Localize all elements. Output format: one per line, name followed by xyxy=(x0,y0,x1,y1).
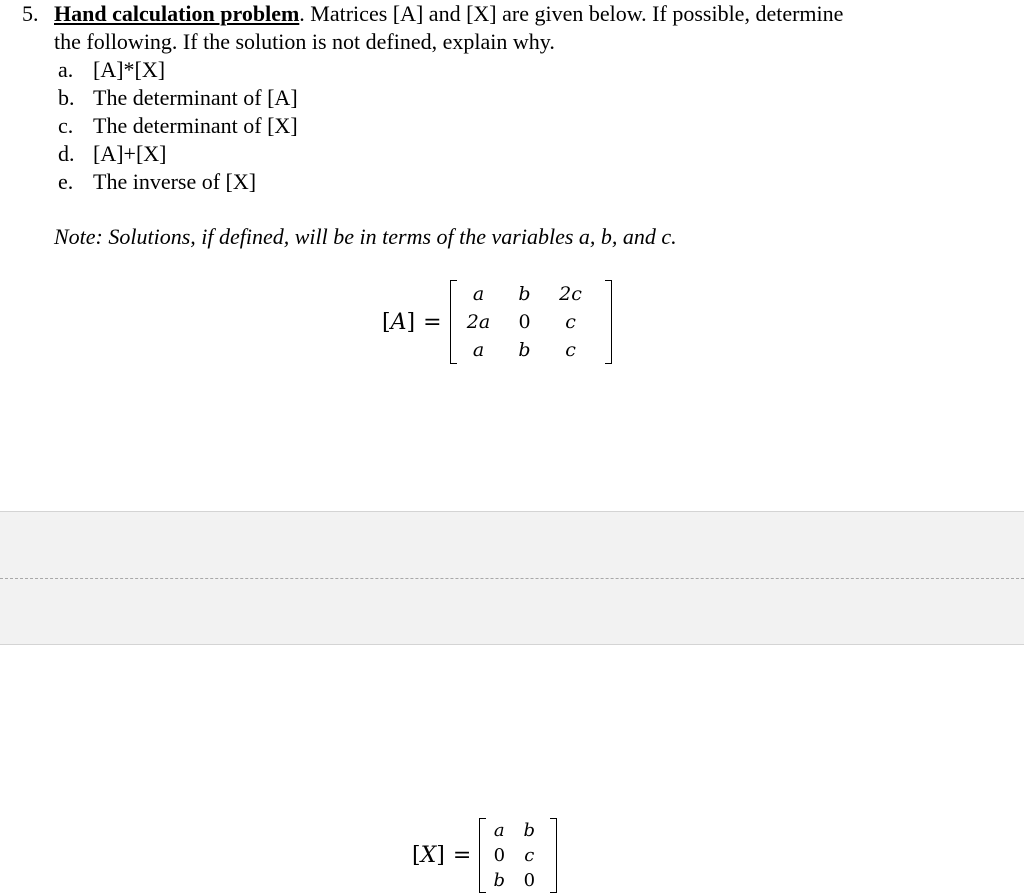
task-item xyxy=(58,112,1012,140)
matrix-cell: 0 xyxy=(493,845,506,866)
matrix-x-equation xyxy=(412,818,557,893)
equals-sign: = xyxy=(452,843,472,868)
intro-line-1 xyxy=(54,0,1012,28)
task-text: The inverse of [X] xyxy=(93,169,257,194)
dashed-divider xyxy=(0,578,1024,579)
matrix-cell: c xyxy=(565,339,576,361)
task-letter: a. xyxy=(58,57,74,82)
matrix-cell: 2a xyxy=(466,311,491,333)
page-separator xyxy=(0,511,1024,645)
task-text: The determinant of [X] xyxy=(93,113,298,138)
matrix-cell: b xyxy=(493,870,506,891)
task-item xyxy=(58,140,1012,168)
matrix-cell: c xyxy=(524,845,535,866)
problem-heading: Hand calculation problem xyxy=(54,1,300,26)
left-bracket xyxy=(479,818,486,893)
task-letter: b. xyxy=(58,85,75,110)
matrix-cell: b xyxy=(518,283,531,305)
matrix-cell: b xyxy=(518,339,531,361)
matrix-cell: b xyxy=(523,820,536,841)
matrix-a-label: [A] xyxy=(382,309,416,335)
task-item xyxy=(58,84,1012,112)
matrix-cell: a xyxy=(493,820,505,841)
matrix-x xyxy=(479,818,557,893)
matrix-a-equation xyxy=(382,280,612,364)
left-bracket xyxy=(450,280,457,364)
equals-sign: = xyxy=(423,309,442,335)
matrix-cell: a xyxy=(472,283,485,305)
matrix-cell: 2c xyxy=(559,283,582,305)
task-text: The determinant of [A] xyxy=(93,85,298,110)
matrix-cell: c xyxy=(565,311,576,333)
task-letter: d. xyxy=(58,141,75,166)
matrix-x-label: [X] xyxy=(412,843,445,868)
problem-intro xyxy=(54,0,1012,56)
matrix-cell: 0 xyxy=(523,870,536,891)
matrix-a xyxy=(450,280,612,364)
problem-number: 5. xyxy=(22,1,39,26)
right-bracket xyxy=(550,818,557,893)
note-text: Note: Solutions, if defined, will be in terms of the variables a, b, and c. xyxy=(54,224,677,249)
task-letter: e. xyxy=(58,169,74,194)
task-text: [A]+[X] xyxy=(93,141,167,166)
task-item xyxy=(58,168,1012,196)
task-item xyxy=(58,56,1012,84)
task-letter: c. xyxy=(58,113,74,138)
problem-statement xyxy=(22,0,1012,196)
task-list xyxy=(58,56,1012,196)
right-bracket xyxy=(605,280,612,364)
intro-text: . Matrices [A] and [X] are given below. If possible, determine xyxy=(299,1,844,26)
task-text: [A]*[X] xyxy=(93,57,166,82)
matrix-cell: a xyxy=(472,339,485,361)
matrix-cell: 0 xyxy=(518,311,531,333)
intro-line-2: the following. If the solution is not defined, explain why. xyxy=(54,29,555,54)
